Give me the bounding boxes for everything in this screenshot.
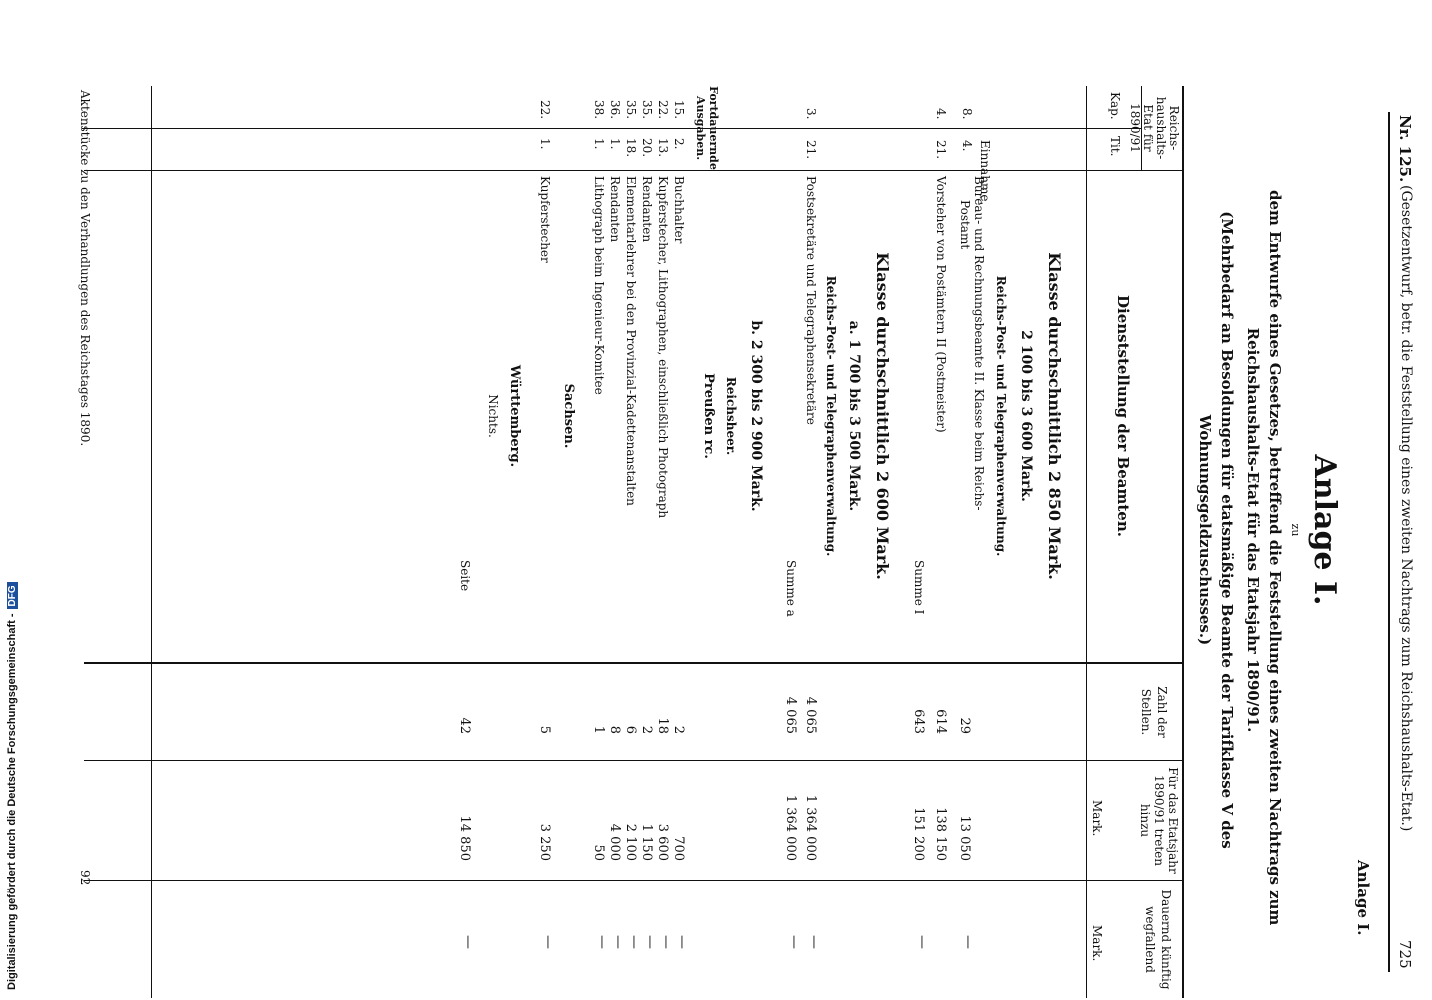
footer-right: 92	[78, 870, 92, 886]
table-top-rule	[1182, 86, 1184, 998]
section-post-1: Reichs-Post- und Telegraphenverwaltung.	[994, 275, 1008, 557]
row-text: Postsekretäre und Telegraphensekretäre	[804, 176, 818, 425]
dfg-logo: DFG	[7, 582, 18, 609]
title-line-4: Wohnungsgeldzuschusses.)	[1196, 414, 1214, 646]
row-tit: 4.	[960, 140, 974, 152]
digitization-text: Digitalisierung gefördert durch die Deutsche Forschungsgemeinschaft -	[6, 613, 18, 990]
row-zahl: 2	[639, 725, 654, 734]
row-tit: 1.	[608, 138, 622, 150]
row-text: Buchhalter	[672, 176, 686, 244]
row-text: Kupferstecher, Lithographen, einschließlich Photograph	[656, 176, 670, 519]
row-text: Elementarlehrer bei den Provinzial-Kadettenanstalten	[624, 176, 638, 506]
row-zahl: 8	[607, 725, 622, 734]
row-dash: —	[594, 935, 610, 949]
row-tit: 1.	[538, 138, 552, 150]
row-tit: 1.	[592, 138, 606, 150]
row-dash: —	[626, 935, 642, 949]
title-zu: zu	[1289, 523, 1302, 537]
row-zahl: 1	[591, 725, 606, 734]
row-mark: 13 050	[957, 815, 972, 861]
row-dash: —	[658, 935, 674, 949]
header-tit: Tit.	[1108, 136, 1122, 157]
row-kap: 8.	[960, 108, 974, 120]
row-tit: 13.	[656, 138, 670, 158]
header-rule	[1388, 112, 1390, 972]
row-mark: 4 000	[607, 823, 622, 861]
row-dash: —	[806, 935, 822, 949]
summe-dash: —	[786, 935, 802, 949]
section-range-2: a. 1 700 bis 3 500 Mark.	[846, 320, 862, 512]
section-reichsheer: Reichsheer.	[724, 376, 738, 456]
summe-zahl: 4 065	[783, 696, 798, 734]
digitization-sidebar	[6, 0, 26, 1000]
header-zahl: Zahl der Stellen.	[1139, 686, 1169, 738]
section-post-2: Reichs-Post- und Telegraphenverwaltung.	[824, 275, 838, 557]
row-zahl: 2	[671, 725, 686, 734]
row-kap: 3.	[804, 108, 818, 120]
row-tit: 2.	[672, 138, 686, 150]
row-mark: 3 600	[655, 823, 670, 861]
row-zahl: 29	[957, 717, 972, 734]
row-dash: —	[610, 935, 626, 949]
row-kap: 36.	[608, 100, 622, 120]
section-range-1: 2 100 bis 3 600 Mark.	[1018, 330, 1034, 502]
digitization-credit	[6, 582, 18, 990]
row-mark: 3 250	[537, 823, 552, 861]
section-sachsen: Sachsen.	[561, 383, 576, 449]
header-kap: Kap.	[1108, 92, 1122, 120]
anlage-right-label: Anlage I.	[1354, 860, 1372, 936]
seite-mark: 14 850	[457, 815, 472, 861]
row-mark: 1 364 000	[803, 794, 818, 861]
row-kap: 35.	[624, 100, 638, 120]
row-tit: 21.	[934, 140, 948, 160]
row-dash: —	[960, 935, 976, 949]
summe-label: Summe I	[912, 560, 926, 615]
row-zahl: 5	[537, 725, 552, 734]
col-divider-kap-tit	[82, 128, 1142, 129]
header-dauernd: Dauernd künftig wegfallend	[1143, 889, 1173, 990]
row-tit: 20.	[640, 138, 654, 158]
header-mark-1: Mark.	[1090, 800, 1104, 837]
row-dash: —	[674, 935, 690, 949]
title-line-1: dem Entwurfe eines Gesetzes, betreffend die Feststellung eines zweiten Nachtrags zum	[1266, 190, 1284, 926]
row-kap: 38.	[592, 100, 606, 120]
row-kap: 22.	[538, 100, 552, 120]
section-nichts: Nichts.	[486, 394, 500, 438]
section-fortdauernde: Fortdauernde Ausgaben.	[694, 86, 720, 170]
row-mark: 1 150	[639, 823, 654, 861]
table-header-rule	[1086, 86, 1087, 998]
row-zahl: 4 065	[803, 696, 818, 734]
einnahme-label: Einnahme.	[978, 140, 992, 206]
row-tit: 18.	[624, 138, 638, 158]
row-tit: 21.	[804, 140, 818, 160]
row-text: Lithograph beim Ingenieur-Komitee	[592, 176, 606, 395]
row-mark: 138 150	[933, 807, 948, 861]
col-divider-dauernd	[84, 880, 1184, 881]
row-text: Rendanten	[608, 176, 622, 243]
row-zahl: 6	[623, 725, 638, 734]
row-kap: 35.	[640, 100, 654, 120]
running-title: (Gesetzentwurf, betr. die Feststellung eines zweiten Nachtrags zum Reichshaushalts-Etat.)	[1398, 185, 1414, 832]
row-mark: 50	[591, 844, 606, 861]
row-mark: 700	[671, 836, 686, 861]
seite-dash: —	[460, 935, 476, 949]
header-etat: Reichs-haushalts-Etat für 1890/91	[1128, 96, 1181, 160]
summe-mark: 151 200	[911, 807, 926, 861]
footer-left: Aktenstücke zu den Verhandlungen des Reichstages 1890.	[78, 90, 92, 447]
title-main: Anlage I.	[1307, 454, 1342, 606]
row-mark: 2 100	[623, 823, 638, 861]
section-klasse-2: Klasse durchschnittlich 2 600 Mark.	[873, 252, 892, 580]
row-zahl: 18	[655, 717, 670, 734]
summe-label: Summe a	[784, 560, 798, 617]
summe-dash: —	[914, 935, 930, 949]
row-text: Rendanten	[640, 176, 654, 243]
header-mark-2: Mark.	[1090, 925, 1104, 962]
title-line-2: Reichshaushalts-Etat für das Etatsjahr 1890/91.	[1244, 327, 1262, 733]
header-dienststellung: Dienststellung der Beamten.	[1114, 295, 1132, 537]
page-number: 725	[1396, 940, 1414, 969]
seite-zahl: 42	[457, 717, 472, 734]
header-fuer: Für das Etatsjahr 1890/91 treten hinzu	[1138, 767, 1180, 874]
summe-mark: 1 364 000	[783, 794, 798, 861]
title-line-3: (Mehrbedarf an Besoldungen für etatsmäßige Beamte der Tarifklasse V des	[1218, 211, 1236, 849]
row-kap: 15.	[672, 100, 686, 120]
header-nr: Nr. 125.	[1396, 115, 1414, 183]
row-dash: —	[642, 935, 658, 949]
section-wuerttemberg: Württemberg.	[507, 364, 522, 468]
row-dash: —	[540, 935, 556, 949]
row-text: Vorsteher von Postämtern II (Postmeister)	[934, 176, 948, 433]
row-zahl: 614	[933, 709, 948, 734]
summe-zahl: 643	[911, 709, 926, 734]
section-range-3: b. 2 300 bis 2 900 Mark.	[748, 320, 764, 512]
row-text: Kupferstecher	[538, 176, 552, 263]
section-klasse-1: Klasse durchschnittlich 2 850 Mark.	[1045, 252, 1064, 580]
table-bottom-rule	[151, 86, 152, 998]
section-preussen: Preußen rc.	[701, 373, 716, 459]
row-kap: 4.	[934, 108, 948, 120]
row-kap: 22.	[656, 100, 670, 120]
row-text-2: Postamt	[958, 200, 972, 250]
seite-label: Seite	[458, 560, 472, 592]
row-text: Büreau- und Rechnungsbeamte II. Klasse beim Reichs-	[972, 176, 986, 511]
